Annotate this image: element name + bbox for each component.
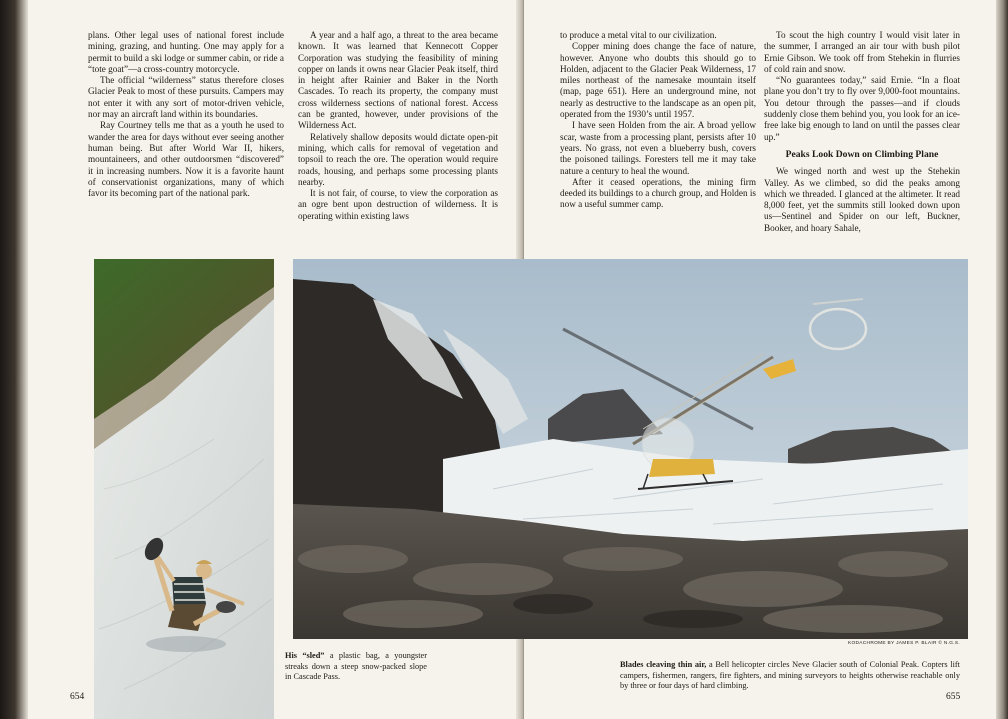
paragraph: After it ceased operations, the mining firm deeded its buildings to a church group, and Holden is now a useful summer camp. bbox=[560, 176, 756, 210]
paragraph: to produce a metal vital to our civilization. bbox=[560, 30, 717, 40]
paragraph: “No guarantees today,” said Ernie. “In a float plane you don’t try to fly over 9,000-foot mountains. You detour through the passes—and if clouds suddenly close them behind you, you look for an ice-free lake big enough to land on until the passes clear up.” bbox=[764, 75, 960, 142]
book-edge-right bbox=[996, 0, 1008, 719]
caption-lead: His “sled” bbox=[285, 651, 325, 660]
left-column-1 bbox=[88, 30, 284, 199]
right-photo-caption bbox=[620, 660, 960, 692]
left-column-2 bbox=[298, 30, 498, 222]
right-column-2 bbox=[764, 30, 960, 234]
page-number-left: 654 bbox=[70, 692, 85, 702]
paragraph: It is not fair, of course, to view the corporation as an ogre bent upon destruction of wilderness. It is operating within existing laws bbox=[298, 188, 498, 221]
paragraph: We winged north and west up the Stehekin Valley. As we climbed, so did the peaks among which we threaded. I glanced at the altimeter. It read 8,000 feet, yet the summits still looked down upon us—Sentinel and Spider on our left, Buckner, Booker, and hoary Sahale, bbox=[764, 166, 960, 233]
paragraph: I have seen Holden from the air. A broad yellow scar, waste from a processing plant, persists after 10 years. No grass, not even a blueberry bush, covers the poisoned tailings. Foresters tell me it may take nature a century to heal the wound. bbox=[560, 120, 756, 176]
section-subhead: Peaks Look Down on Climbing Plane bbox=[785, 148, 939, 160]
paragraph: A year and a half ago, a threat to the area became known. It was learned that Kennecott Copper Corporation was studying the feasibility of mining copper on lands it owns near Glacier Peak itself, third in height after Rainier and Baker in the North Cascades. To reach its property, the company must cross wilderness sections of national forest. Access can be granted, however, under provisions of the Wilderness Act. bbox=[298, 30, 498, 131]
caption-body: a Bell helicopter circles Neve Glacier south of Colonial Peak. Copters lift campers, fishermen, rangers, fire fighters, and mining surveyors to heights otherwise reachable only by three or four days of hard climbing. bbox=[620, 660, 960, 691]
paragraph: To scout the high country I would visit later in the summer, I arranged an air tour with bush pilot Ernie Gibson. We took off from Stehekin in flurries of cold rain and snow. bbox=[764, 30, 960, 74]
boy-sledding-image bbox=[94, 259, 274, 719]
left-photo-caption bbox=[285, 651, 427, 683]
paragraph: Copper mining does change the face of nature, however. Anyone who doubts this should go to Holden, adjacent to the Glacier Peak Wilderness, 17 miles northeast of the namesake mountain itself (map, page 651). Here an underground mine, not nearly as destructive to the landscape as an open pit, operated from the 1930’s until 1957. bbox=[560, 41, 756, 120]
paragraph: plans. Other legal uses of national forest include mining, grazing, and hunting. One may apply for a permit to build a ski lodge or summer cabin, or ride a “tote goat”—a cross-country motorcycle. bbox=[88, 30, 284, 74]
paragraph: Relatively shallow deposits would dictate open-pit mining, which calls for removal of vegetation and topsoil to reach the ore. The operation would require roads, housing, and perhaps some processing plants nearby. bbox=[298, 131, 498, 187]
caption-lead: Blades cleaving thin air, bbox=[620, 660, 707, 669]
caption-body: a plastic bag, a youngster streaks down a steep snow-packed slope in Cascade Pass. bbox=[285, 651, 427, 682]
paragraph: The official “wilderness” status therefore closes Glacier Peak to most of these pursuits. Campers may not enter it with any sort of motor-driven vehicle, nor may an aircraft land within its boundaries. bbox=[88, 75, 284, 120]
boy-sledding-photo bbox=[94, 259, 274, 719]
helicopter-glacier-image bbox=[293, 259, 968, 639]
helicopter-glacier-photo bbox=[293, 259, 968, 639]
book-edge-left bbox=[0, 0, 30, 719]
paragraph: Ray Courtney tells me that as a youth he used to wander the area for days without ever seeing another human being. But after World War II, hikers, mountaineers, and other outdoorsmen “discovered” it in increasing numbers. Now it is a favorite haunt of conservationist organizations, many of which favor its becoming part of the national park. bbox=[88, 120, 284, 199]
page-number-right: 655 bbox=[946, 692, 961, 702]
right-column-1 bbox=[560, 30, 756, 211]
photo-credit: KODACHROME BY JAMES P. BLAIR © N.G.S. bbox=[848, 641, 961, 646]
